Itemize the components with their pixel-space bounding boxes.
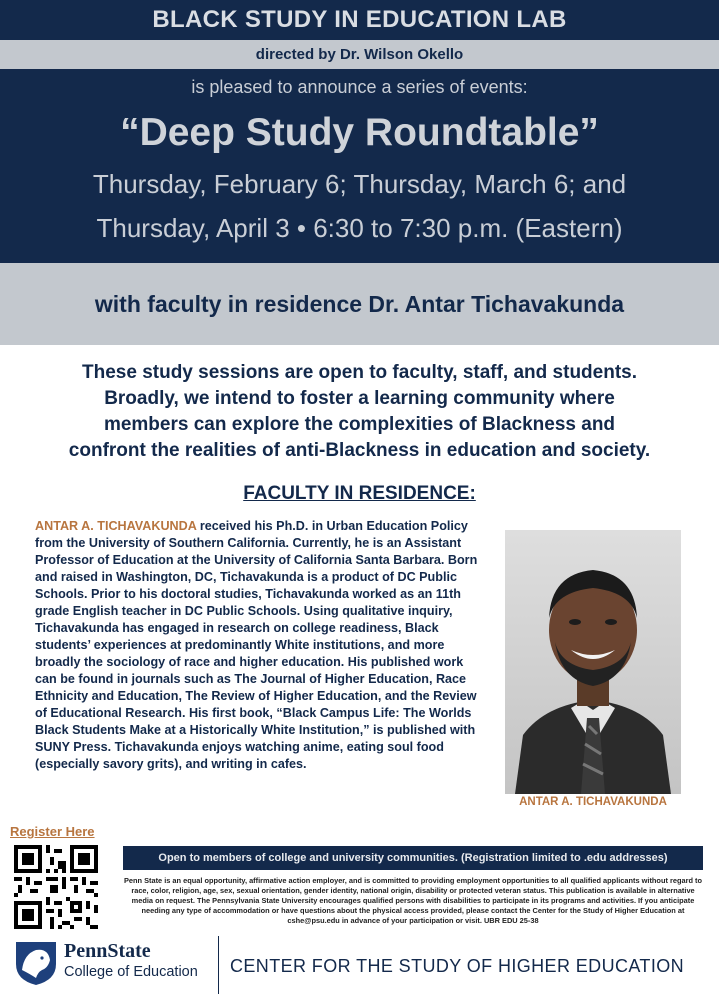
intro-line: These study sessions are open to faculty, staff, and students. xyxy=(82,362,637,383)
pennstate-logo xyxy=(14,938,214,990)
intro-paragraph xyxy=(30,360,689,464)
nittany-lion-shield-icon xyxy=(14,940,58,986)
logo-college: College of Education xyxy=(64,964,198,980)
event-dates-line-2: Thursday, April 3 • 6:30 to 7:30 p.m. (Eastern) xyxy=(96,213,623,243)
center-name: CENTER FOR THE STUDY OF HIGHER EDUCATION xyxy=(230,956,685,976)
photo-caption: ANTAR A. TICHAVAKUNDA xyxy=(519,796,667,808)
announce-line: is pleased to announce a series of events: xyxy=(191,77,528,97)
legal-text: Penn State is an equal opportunity, affirmative action employer, and is committed to providing employment opportunities to all qualified applicants without regard to race, color, religion, age, sex, sexual orientation, gender identity, national origin, disability or protected veteran status. This publication is available in alternative media on request. The Pennsylvania State University encourages qualified persons with disabilities to participate in its programs and activities. If you anticipate needing any type of accommodation or have questions about the physical access provided, please contact the Center for the Study of Higher Education at cshe@psu.edu in advance of your participation or visit. UBR EDU 25-38 xyxy=(123,876,703,925)
event-title: “Deep Study Roundtable” xyxy=(120,111,599,154)
lab-name-banner: BLACK STUDY IN EDUCATION LAB xyxy=(0,0,719,40)
intro-line: confront the realities of anti-Blackness in education and society. xyxy=(68,440,651,461)
event-dates-line-1: Thursday, February 6; Thursday, March 6; and xyxy=(92,169,627,199)
intro-line: members can explore the complexities of Blackness and xyxy=(103,414,616,435)
portrait-icon xyxy=(505,530,681,794)
event-hero xyxy=(0,69,719,263)
bio-name: ANTAR A. TICHAVAKUNDA xyxy=(35,519,197,533)
intro-line: Broadly, we intend to foster a learning community where xyxy=(104,388,615,409)
open-notice: Open to members of college and university communities. (Registration limited to .edu addresses) xyxy=(123,846,703,870)
faculty-in-residence-heading: FACULTY IN RESIDENCE: xyxy=(243,483,476,504)
faculty-bio xyxy=(35,518,480,773)
faculty-photo xyxy=(505,530,681,794)
logo-wordmark: PennState xyxy=(64,940,151,962)
bio-text: received his Ph.D. in Urban Education Policy from the University of Southern California. Currently, he is an Assistant Professor of Education at the University of California Santa Barbara. Born and raised in Washington, DC, Tichavakunda is a product of DC Public Schools. Prior to his doctoral studies, Tichavakunda worked as an 11th grade English teacher in DC Public Schools. Using qualitative inquiry, Tichavakunda has engaged in research on college readiness, Black students’ experiences at predominantly White institutions, and more broadly the sociology of race and higher education. His published work can be found in journals such as The Journal of Higher Education, Race Ethnicity and Education, The Review of Higher Education, and the Review of Educational Research. His first book, “Black Campus Life: The Worlds Black Students Make at a Historically White Institution,” is published with SUNY Press. Tichavakunda enjoys watching anime, eating soul food (especially savory grits), and writing in cafes. xyxy=(35,519,478,771)
director-line: directed by Dr. Wilson Okello xyxy=(0,40,719,69)
faculty-banner: with faculty in residence Dr. Antar Tichavakunda xyxy=(0,263,719,345)
qr-code-icon[interactable] xyxy=(14,845,98,929)
footer-divider xyxy=(218,936,219,994)
register-link[interactable]: Register Here xyxy=(10,824,95,839)
